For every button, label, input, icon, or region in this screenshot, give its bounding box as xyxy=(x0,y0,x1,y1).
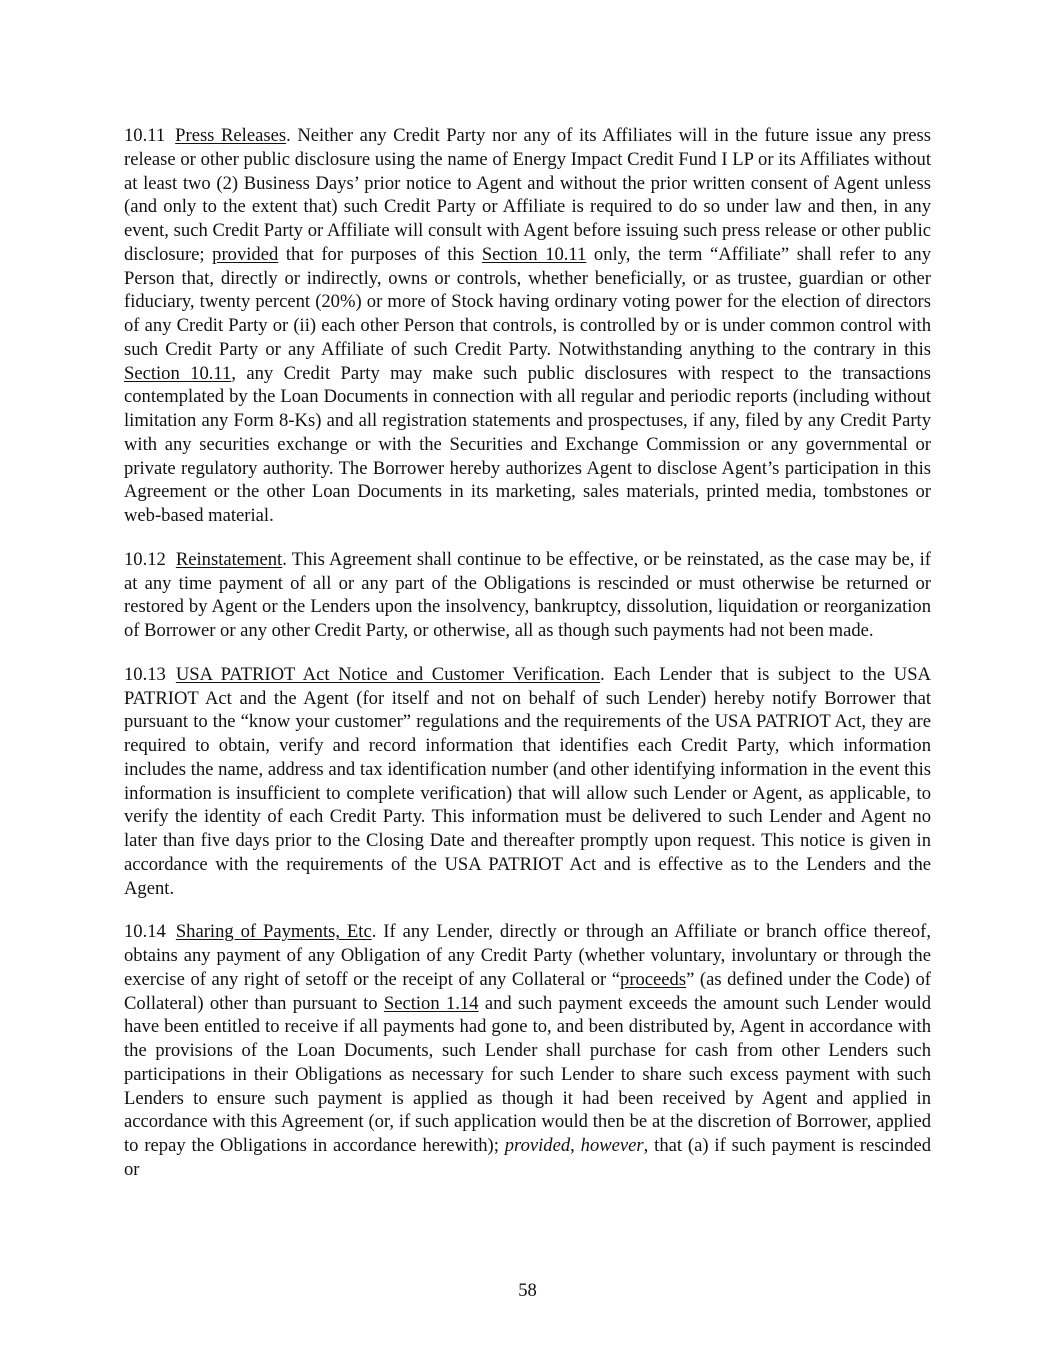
section-heading: Reinstatement xyxy=(175,548,283,570)
body-text: , that (a) if such payment is rescinded or xyxy=(124,1135,931,1180)
section-10-11 xyxy=(124,124,931,528)
section-10-14 xyxy=(124,920,931,1181)
cross-reference: Section 1.14 xyxy=(383,992,479,1014)
section-number: 10.13 xyxy=(124,663,166,685)
section-10-13 xyxy=(124,663,931,901)
section-number: 10.11 xyxy=(124,125,166,146)
emphasis-text: however xyxy=(580,1135,644,1156)
section-heading: Sharing of Payments, Etc xyxy=(175,921,372,943)
cross-reference: proceeds xyxy=(620,968,687,990)
body-text: , any Credit Party may make such public disclosures with respect to the transactions contemplated by the Loan Documents in connection with all regular and periodic reports (including without limitation any Form 8-Ks) and all registration statements and prospectuses, if any, filed by any Credit Party with any securities exchange or with the Securities and Exchange Commission or any governmental or private regulatory authority. The Borrower hereby authorizes Agent to disclose Agent’s participation in this Agreement or the other Loan Documents in its marketing, sales materials, printed media, tombstones or web-based material. xyxy=(124,362,931,526)
section-heading: Press Releases xyxy=(175,125,287,146)
page-number: 58 xyxy=(518,1280,537,1301)
body-text: . Neither any Credit Party nor any of its Affiliates will in the future issue any press release or other public disclosure using the name of Energy Impact Credit Fund I LP or its Affiliates without at least two (2) Business Days’ prior notice to Agent and without the prior written consent of Agent unless (and only to the extent that) such Credit Party or Affiliate is required to do so under law and then, in any event, such Credit Party or Affiliate will consult with Agent before issuing such press release or other public disclosure; xyxy=(124,125,931,265)
section-number: 10.14 xyxy=(124,921,166,943)
body-text: only, the term “Affiliate” shall refer to any Person that, directly or indirectly, owns or controls, whether beneficially, or as trustee, guardian or other fiduciary, twenty percent (20%) or more of Stock having ordinary voting power for the election of directors of any Credit Party or (ii) each other Person that controls, is controlled by or is under common control with such Credit Party or any Affiliate of such Credit Party. Notwithstanding anything to the contrary in this xyxy=(124,243,931,360)
body-text: . If any Lender, directly or through an Affiliate or branch office thereof, obtains any payment of any Obligation of any Credit Party (whether voluntary, involuntary or through the exercise of any right of setoff or the receipt of any Collateral or “ xyxy=(124,921,931,990)
section-heading: USA PATRIOT Act Notice and Customer Verification xyxy=(175,663,601,685)
cross-reference: Section 10.11 xyxy=(124,362,232,384)
cross-reference: provided xyxy=(212,243,279,265)
body-text: , xyxy=(570,1135,581,1156)
body-text: . This Agreement shall continue to be effective, or be reinstated, as the case may be, if at any time payment of all or any part of the Obligations is rescinded or must otherwise be returned or restored by Agent or the Lenders upon the insolvency, bankruptcy, dissolution, liquidation or reorganization of Borrower or any other Credit Party, or otherwise, all as though such payments had not been made. xyxy=(124,548,931,641)
body-text: . Each Lender that is subject to the USA PATRIOT Act and the Agent (for itself and not on behalf of such Lender) hereby notify Borrower that pursuant to the “know your customer” regulations and the requirements of the USA PATRIOT Act, they are required to obtain, verify and record information that identifies each Credit Party, which information includes the name, address and tax identification number (and other identifying information in the event this information is insufficient to complete verification) that will allow such Lender or Agent, as applicable, to verify the identity of each Credit Party. This information must be delivered to such Lender and Agent no later than five days prior to the Closing Date and thereafter promptly upon request. This notice is given in accordance with the requirements of the USA PATRIOT Act and is effective as to the Lenders and the Agent. xyxy=(124,663,931,899)
body-text: and such payment exceeds the amount such Lender would have been entitled to receive if all payments had gone to, and been distributed by, Agent in accordance with the provisions of the Loan Documents, such Lender shall purchase for cash from other Lenders such participations in their Obligations as necessary for such Lender to share such excess payment with such Lenders to ensure such payment is applied as though it had been received by Agent and applied in accordance with this Agreement (or, if such application would then be at the discretion of Borrower, applied to repay the Obligations in accordance herewith); xyxy=(124,992,931,1156)
cross-reference: Section 10.11 xyxy=(481,243,587,265)
section-10-12 xyxy=(124,548,931,643)
body-text: that for purposes of this xyxy=(278,243,482,265)
document-page xyxy=(124,124,931,1202)
emphasis-text: provided xyxy=(504,1135,571,1156)
section-number: 10.12 xyxy=(124,548,166,570)
body-text: ” (as defined under the Code) of Collateral) other than pursuant to xyxy=(124,968,931,1014)
